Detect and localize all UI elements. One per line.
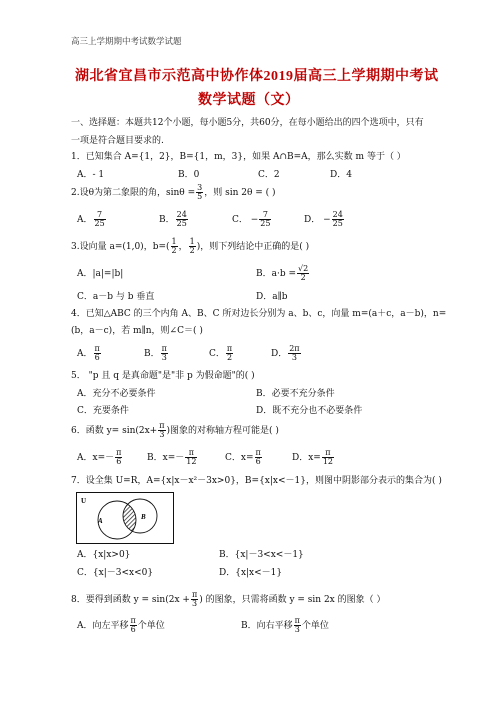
section-instructions-2: 一项是符合题目要求的. (71, 136, 164, 146)
q5-option-a: A．充分不必要条件 (77, 389, 156, 399)
page-header: 高三上学期期中考试数学试题 (71, 37, 182, 47)
q1-option-d: D．4 (330, 170, 352, 180)
q3-option-b: B．a·b = $\frac{√2}{2}$ (256, 264, 309, 282)
q7-option-c: C．{x|－3<x<0} (77, 568, 154, 578)
q7-option-d: D．{x|x<－1} (219, 568, 283, 578)
venn-label-a: A (98, 517, 103, 525)
q7-venn-diagram (76, 492, 174, 544)
q2-option-a: A． $\frac{7}{25}$ (77, 210, 105, 228)
q1-option-b: B．0 (178, 170, 200, 180)
q5-stem: 5． "p 且 q 是真命题"是"非 p 为假命题"的( ) (71, 371, 255, 381)
q8-option-a: A．向左平移 $\frac{\pi}{6}$ 个单位 (77, 616, 165, 634)
q1-option-a: A．- 1 (77, 170, 105, 180)
q5-option-d: D．既不充分也不必要条件 (256, 406, 363, 416)
q3-option-c: C．a－b 与 b 垂直 (77, 292, 155, 302)
q2-option-b: B． $\frac{24}{25}$ (159, 210, 187, 228)
q1-stem: 1．已知集合 A={1，2}，B={1，m，3}，如果 A∩B=A，那么实数 m 等于（ ） (71, 152, 406, 162)
q3-option-a: A．|a|=|b| (77, 269, 124, 279)
q6-stem: 6．函数 y= sin(2x+ $\frac{\pi}{3}$ )图象的对称轴方程可能是( ) (71, 421, 279, 439)
q6-option-c: C．x= $\frac{\pi}{6}$ (225, 448, 261, 466)
title-line-2: 数学试题（文） (198, 93, 300, 108)
q4-stem-line-2: (b，a－c)，若 m∥n，则∠C＝( ) (71, 326, 203, 336)
venn-label-b: B (141, 513, 146, 521)
q2-fraction: $\frac{3}{5}$ (197, 183, 203, 201)
section-instructions-1: 一、选择题：本题共12个小题，每小题5分，共60分，在每小题给出的四个选项中，只有 (71, 118, 424, 128)
venn-label-u: U (81, 497, 87, 505)
q4-option-d: D． $\frac{2\pi}{3}$ (271, 344, 300, 362)
q7-stem: 7．设全集 U=R，A={x|x－x²－3x>0}，B={x|x<－1}，则图中阴影部分表示的集合为( ) (71, 476, 442, 486)
q4-option-a: A． $\frac{\pi}{6}$ (77, 344, 100, 362)
q5-option-c: C．充要条件 (77, 406, 129, 416)
q4-stem-line-1: 4．已知△ABC 的三个内角 A、B、C 所对边长分别为 a、b、c，向量 m=(a＋c，a－b)，n= (71, 309, 447, 319)
q2-option-d: D． − $\frac{24}{25}$ (304, 210, 343, 228)
q1-option-c: C．2 (258, 170, 280, 180)
q2-option-c: C． − $\frac{7}{25}$ (232, 210, 271, 228)
q3-option-d: D．a∥b (256, 292, 288, 302)
q3-stem: 3.设向量 a=(1,0)，b=( $\frac{1}{2}$ ， $\frac{1}{2}$ )，则下列结论中正确的是( ) (71, 237, 310, 255)
q8-stem: 8．要得到函数 y = sin(2x + $\frac{\pi}{3}$ ) 的图象，只需将函数 y = sin 2x 的图象（ ） (71, 590, 386, 608)
q6-option-a: A．x=－ $\frac{\pi}{6}$ (77, 448, 122, 466)
q4-option-c: C． $\frac{\pi}{2}$ (209, 344, 233, 362)
q2-stem: 2.设θ为第二象限的角，sinθ = $\frac{3}{5}$ ，则 sin 2θ = ( ) (71, 183, 276, 201)
q6-option-b: B．x=－ $\frac{\pi}{12}$ (147, 448, 197, 466)
q4-option-b: B． $\frac{\pi}{3}$ (144, 344, 167, 362)
q8-option-b: B．向右平移 $\frac{\pi}{3}$ 个单位 (241, 616, 329, 634)
q5-option-b: B．必要不充分条件 (256, 389, 335, 399)
q6-option-d: D．x= $\frac{\pi}{12}$ (292, 448, 334, 466)
title-line-1: 湖北省宜昌市示范高中协作体2019届高三上学期期中考试 (75, 69, 439, 84)
q7-option-a: A．{x|x>0} (77, 550, 131, 560)
q7-option-b: B．{x|－3<x<－1} (219, 550, 304, 560)
